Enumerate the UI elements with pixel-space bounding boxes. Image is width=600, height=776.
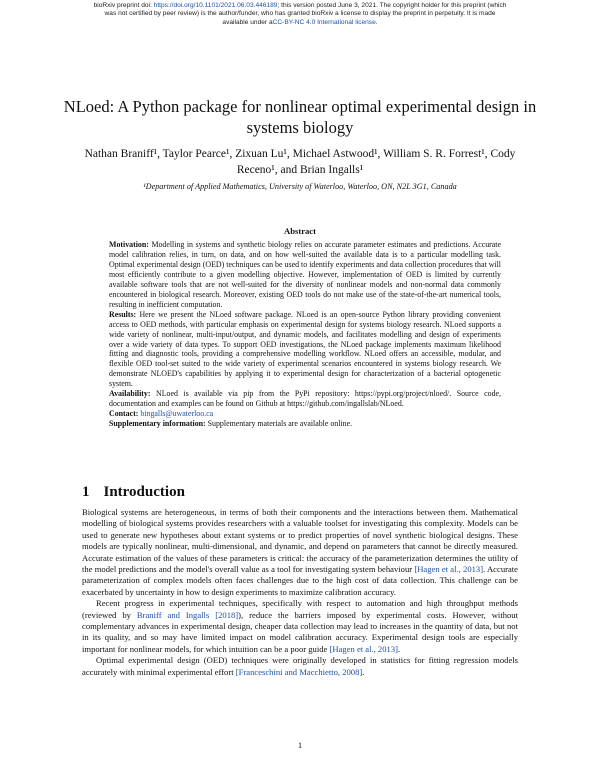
license-link[interactable]: CC-BY-NC 4.0 International license: [272, 18, 376, 26]
page-number: 1: [297, 740, 303, 750]
paper-title: NLoed: A Python package for nonlinear optimal experimental design in systems biology: [63, 97, 537, 137]
affiliation: ¹Department of Applied Mathematics, University of Waterloo, Waterloo, ON, N2L 3G1, Canada: [143, 182, 457, 191]
abstract-availability: Availability: NLoed is available via pip from the PyPi repository: https://pypi.org/project/nloed/. Source code, documentation and examples can be found on Github at https://github.com/ingallslab/NLoed.: [109, 389, 501, 409]
preprint-banner: [0, 2, 600, 27]
author-list: Nathan Braniff¹, Taylor Pearce¹, Zixuan Lu¹, Michael Astwood¹, William S. R. Forrest¹, Cody Receno¹, and Brian Ingalls¹: [84, 148, 516, 176]
abstract-heading: Abstract: [284, 226, 316, 236]
section-number: 1: [82, 484, 90, 500]
citation-link[interactable]: [Hagen et al., 2013]: [329, 643, 398, 654]
introduction-body: [82, 507, 518, 678]
citation-link[interactable]: [Franceschini and Macchietto, 2008]: [235, 666, 363, 677]
banner-line-2: was not certified by peer review) is the author/funder, who has granted bioRxiv a license to display the preprint in perpetuity. It is made: [104, 10, 496, 18]
intro-paragraph-1: Biological systems are heterogeneous, in terms of both their components and the interactions between them. Mathematical modelling of biological systems provides researchers with a valuable toolset for investigating this complexity. Models can be used to generate new hypotheses about extant systems or to predict properties of novel synthetic biological designs. These models are typically nonlinear, multi-dimensional, and dynamic, and depend on parameters that cannot be directly measured. Accurate estimation of the values of these parameters is critical: the accuracy of the parameterization determines the utility of the model predictions and the model's overall value as a tool for investigating system behaviour [Hagen et al., 2013]. Accurate parameterization of complex models often faces challenges due to the high cost of data collection. This challenge can be exacerbated by uncertainty in how to design experiments to maximize calibration accuracy.: [82, 507, 518, 597]
doi-link[interactable]: https://doi.org/10.1101/2021.06.03.446189: [153, 2, 278, 9]
abstract-results: Results: Here we present the NLoed software package. NLoed is an open-source Python library providing convenient access to OED methods, with particular emphasis on experimental design for systems biology research. NLoed supports a wide variety of nonlinear, multi-input/output, and dynamic models, and facilitates modelling and design of experiments over a wide variety of data types. To support OED investigations, the NLoed package implements maximum likelihood fitting and diagnostic tools, providing a comprehensive modelling workflow. NLoed offers an accessible, modular, and flexible OED tool-set suited to the wide variety of experimental scenarios encountered in systems biology research. We demonstrate NLOED's capabilities by applying it to experimental design for characterization of a bacterial optogenetic system.: [109, 309, 501, 389]
intro-paragraph-2: Recent progress in experimental techniques, specifically with respect to automation and high throughput methods (reviewed by Braniff and Ingalls [2018]), reduce the barriers imposed by experimental costs. However, without complementary advances in experimental design, cheaper data collection may lead to increases in the quantity of data, but not in its quality, and so may have limited impact on model calibration accuracy. Experimental design tools are especially important for nonlinear models, for which intuition can be a poor guide [Hagen et al., 2013].: [82, 598, 518, 654]
section-heading-introduction: [82, 484, 185, 501]
banner-line-1: bioRxiv preprint doi: https://doi.org/10.1101/2021.06.03.446189; this version posted June 3, 2021. The copyright holder for this preprint (which: [93, 2, 507, 9]
abstract-body: [109, 240, 501, 429]
contact-email-link[interactable]: bingalls@uwaterloo.ca: [140, 409, 214, 419]
intro-paragraph-3: Optimal experimental design (OED) techniques were originally developed in statistics for fitting regression models accurately with minimal experimental effort [Franceschini and Macchietto, 2008].: [82, 655, 518, 677]
abstract-contact: Contact: bingalls@uwaterloo.ca: [109, 409, 214, 419]
citation-link[interactable]: [Hagen et al., 2013]: [414, 564, 484, 575]
section-title: Introduction: [103, 484, 185, 500]
abstract-motivation: Motivation: Modelling in systems and synthetic biology relies on accurate parameter estimates and predictions. Accurate model calibration relies, in turn, on data, and on how well-suited the available data is to a particular modelling task. Optimal experimental design (OED) techniques can be used to identify experiments and data collection procedures that will most efficiently contribute to a given modelling objective. However, implementation of OED is limited by currently available software tools that are not well-suited for the diversity of nonlinear models and non-normal data commonly encountered in biological research. Moreover, existing OED tools do not make use of the state-of-the-art numerical tools, resulting in inefficient computation.: [109, 240, 501, 309]
abstract-supplementary: Supplementary information: Supplementary materials are available online.: [109, 419, 353, 429]
citation-link[interactable]: Braniff and Ingalls [2018]: [136, 609, 239, 620]
banner-line-3: available under aCC-BY-NC 4.0 International license.: [222, 18, 378, 26]
